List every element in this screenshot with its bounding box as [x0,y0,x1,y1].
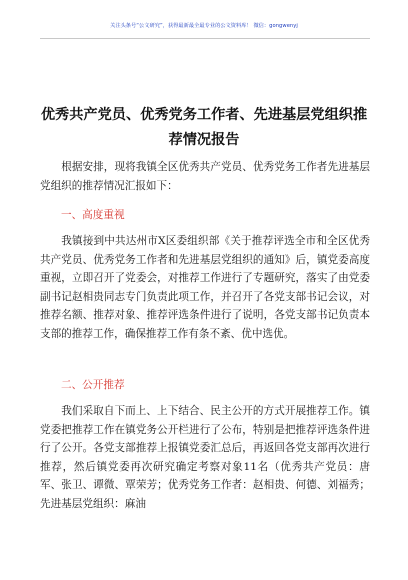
intro-paragraph: 根据安排，现将我镇全区优秀共产党员、优秀党务工作者先进基层党组织的推荐情况汇报如下： [40,161,370,192]
section-heading-1: 一、高度重视 [61,209,125,221]
header-banner: 关注头条号“公文研究”，获得最新最全最专业的公文资料库！ 微信：gongwenyj [110,23,298,29]
section-paragraph-2: 我们采取自下而上、上下结合、民主公开的方式开展推荐工作。镇党委把推荐工作在镇党务公开栏进行了公布，特别是把推荐评选条件进行了公开。各党支部推荐上报镇党委汇总后，再返回各党支部再次进行推荐，然后镇党委再次研究确定考察对象11名（优秀共产党员：唐军、张卫、谭微、覃荣芳；优秀党务工作者：赵相贵、何德、刘福秀；先进基层党组织：麻油 [40,405,370,510]
header-divider [40,38,370,39]
section-heading-2: 二、公开推荐 [61,379,125,391]
document-title: 优秀共产党员、优秀党务工作者、先进基层党组织推荐情况报告 [40,107,368,148]
section-paragraph-1: 我镇接到中共达州市X区委组织部《关于推荐评选全市和全区优秀共产党员、优秀党务工作者和先进基层党组织的通知》后，镇党委高度重视，立即召开了党委会，对推荐工作进行了专题研究，落实了由党委副书记赵相贵同志专门负责此项工作，并召开了各党支部书记会议，对推荐名额、推荐对象、推荐评选条件进行了说明，各党支部书记负责本支部的推荐工作，确保推荐工作有条不紊、优中选优。 [40,235,370,340]
